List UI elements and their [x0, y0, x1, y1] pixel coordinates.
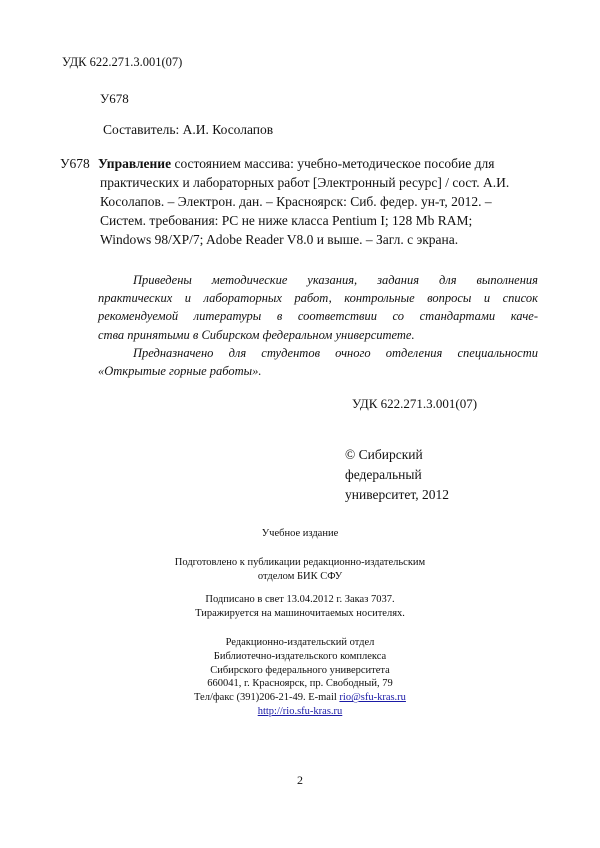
website-link[interactable]: http://rio.sfu-kras.ru	[257, 705, 343, 717]
copies-line: Тиражируется на машиночитаемых носителях.	[195, 607, 405, 619]
publisher-complex: Библиотечно-издательского комплекса	[213, 650, 387, 662]
copyright-block	[345, 445, 449, 505]
publisher-block	[0, 636, 600, 719]
publisher-university: Сибирского федерального университета	[210, 664, 390, 676]
publication-info	[0, 593, 600, 621]
entry-line-3: Косолапов. – Электрон. дан. – Красноярск: Сиб. федер. ун-т, 2012. –	[100, 194, 492, 209]
annotation	[98, 271, 538, 380]
annotation-line-3: рекомендуемой литературы в соответствии со стандартами каче-	[98, 309, 538, 324]
phone-text: Тел/факс (391)206-21-49. E-mail	[194, 692, 340, 704]
udk-code-top: УДК 622.271.3.001(07)	[62, 55, 183, 69]
annotation-line-6: «Открытые горные работы».	[98, 364, 262, 379]
prepared-line-2: отделом БИК СФУ	[257, 570, 343, 582]
publisher-contacts	[0, 691, 600, 705]
publisher-dept: Редакционно-издательский отдел	[225, 637, 375, 648]
edition-type: Учебное издание	[261, 528, 339, 539]
author-index: У678	[100, 91, 129, 106]
publisher-address: 660041, г. Красноярск, пр. Свободный, 79	[207, 678, 393, 690]
annotation-line-1: Приведены методические указания, задания для выполнения	[133, 273, 538, 287]
entry-title-bold: Управление	[98, 156, 172, 171]
annotation-line-2: практических и лабораторных работ, контрольные вопросы и список	[98, 291, 538, 306]
copyright-line-2: федеральный	[345, 467, 422, 482]
entry-line-1	[98, 154, 494, 173]
page-number: 2	[297, 773, 303, 787]
entry-line-4: Систем. требования: PC не ниже класса Pentium I; 128 Mb RAM;	[100, 213, 473, 228]
annotation-line-5: Предназначено для студентов очного отделения специальности	[133, 345, 538, 360]
entry-line-2: практических и лабораторных работ [Электронный ресурс] / сост. А.И.	[100, 175, 510, 190]
copyright-line-3: университет, 2012	[345, 487, 449, 502]
email-link[interactable]: rio@sfu-kras.ru	[339, 692, 406, 704]
entry-cipher: У678	[60, 156, 90, 171]
annotation-line-4: ства принятыми в Сибирском федеральном университете.	[98, 327, 415, 342]
signed-line: Подписано в свет 13.04.2012 г. Заказ 7037.	[205, 594, 395, 605]
entry-line-1-rest: состоянием массива: учебно-методическое пособие для	[171, 156, 495, 171]
compiler-line: Составитель: А.И. Косолапов	[103, 122, 274, 137]
copyright-line-1: © Сибирский	[345, 447, 423, 462]
entry-line-5: Windows 98/XP/7; Adobe Reader V8.0 и выше. – Загл. с экрана.	[100, 232, 459, 247]
udk-code-bottom: УДК 622.271.3.001(07)	[352, 396, 478, 411]
website-row	[0, 705, 600, 719]
prepared-by	[0, 556, 600, 584]
prepared-line-1: Подготовлено к публикации редакционно-издательским	[174, 557, 426, 568]
